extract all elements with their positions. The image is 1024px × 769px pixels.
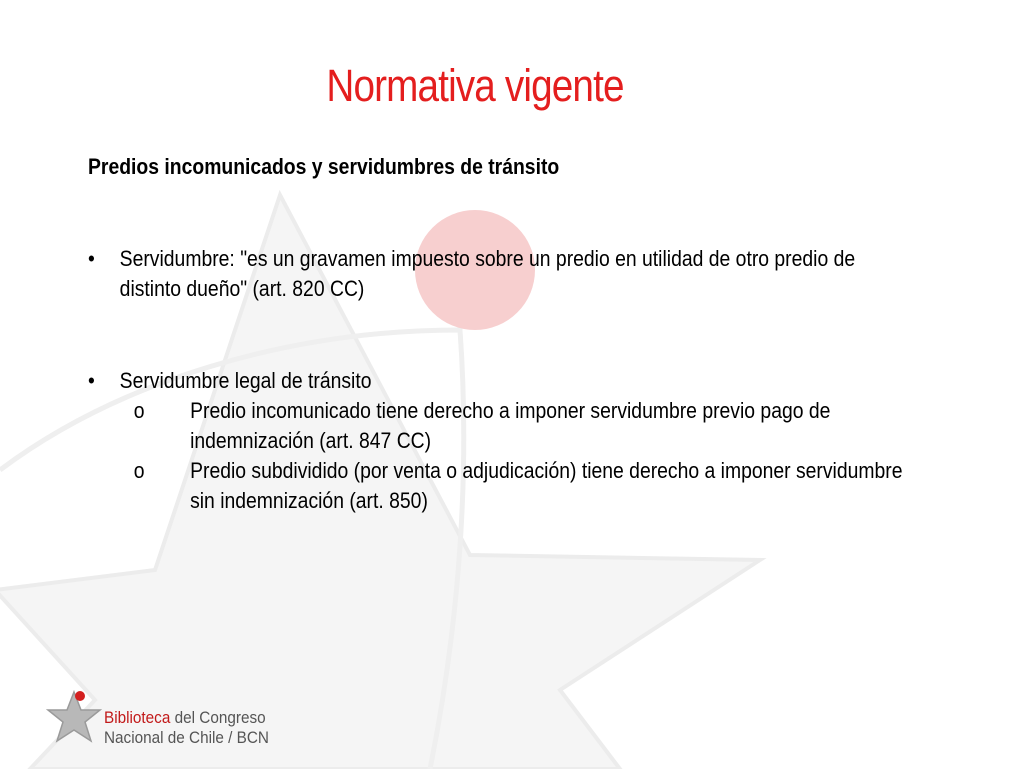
bullet-item xyxy=(88,366,915,396)
bullet-item xyxy=(88,244,915,304)
star-logo-icon xyxy=(44,688,104,748)
logo-accent-word: Biblioteca xyxy=(104,708,171,727)
bullet-marker: • xyxy=(88,246,95,271)
bcn-logo xyxy=(44,688,284,748)
logo-line-1: del Congreso xyxy=(170,708,266,727)
slide-subtitle: Predios incomunicados y servidumbres de tránsito xyxy=(88,154,560,179)
sub-bullet-item xyxy=(88,396,915,456)
sub-bullet-marker: o xyxy=(133,398,145,423)
sub-bullet-text: Predio subdividido (por venta o adjudicación) tiene derecho a imponer servidumbre sin indemnización (art. 850) xyxy=(190,458,903,513)
bullet-text: Servidumbre: "es un gravamen impuesto sobre un predio en utilidad de otro predio de distinto dueño" (art. 820 CC) xyxy=(119,246,856,301)
sub-bullet-text: Predio incomunicado tiene derecho a imponer servidumbre previo pago de indemnización (art. 847 CC) xyxy=(190,398,831,453)
bullet-marker: • xyxy=(88,368,95,393)
logo-text xyxy=(104,708,269,748)
sub-bullet-item xyxy=(88,456,915,516)
bullet-list xyxy=(88,244,915,516)
slide-title: Normativa vigente xyxy=(326,60,624,111)
logo-line-2: Nacional de Chile / BCN xyxy=(104,728,269,747)
bullet-text: Servidumbre legal de tránsito xyxy=(119,368,372,393)
sub-bullet-marker: o xyxy=(133,458,145,483)
